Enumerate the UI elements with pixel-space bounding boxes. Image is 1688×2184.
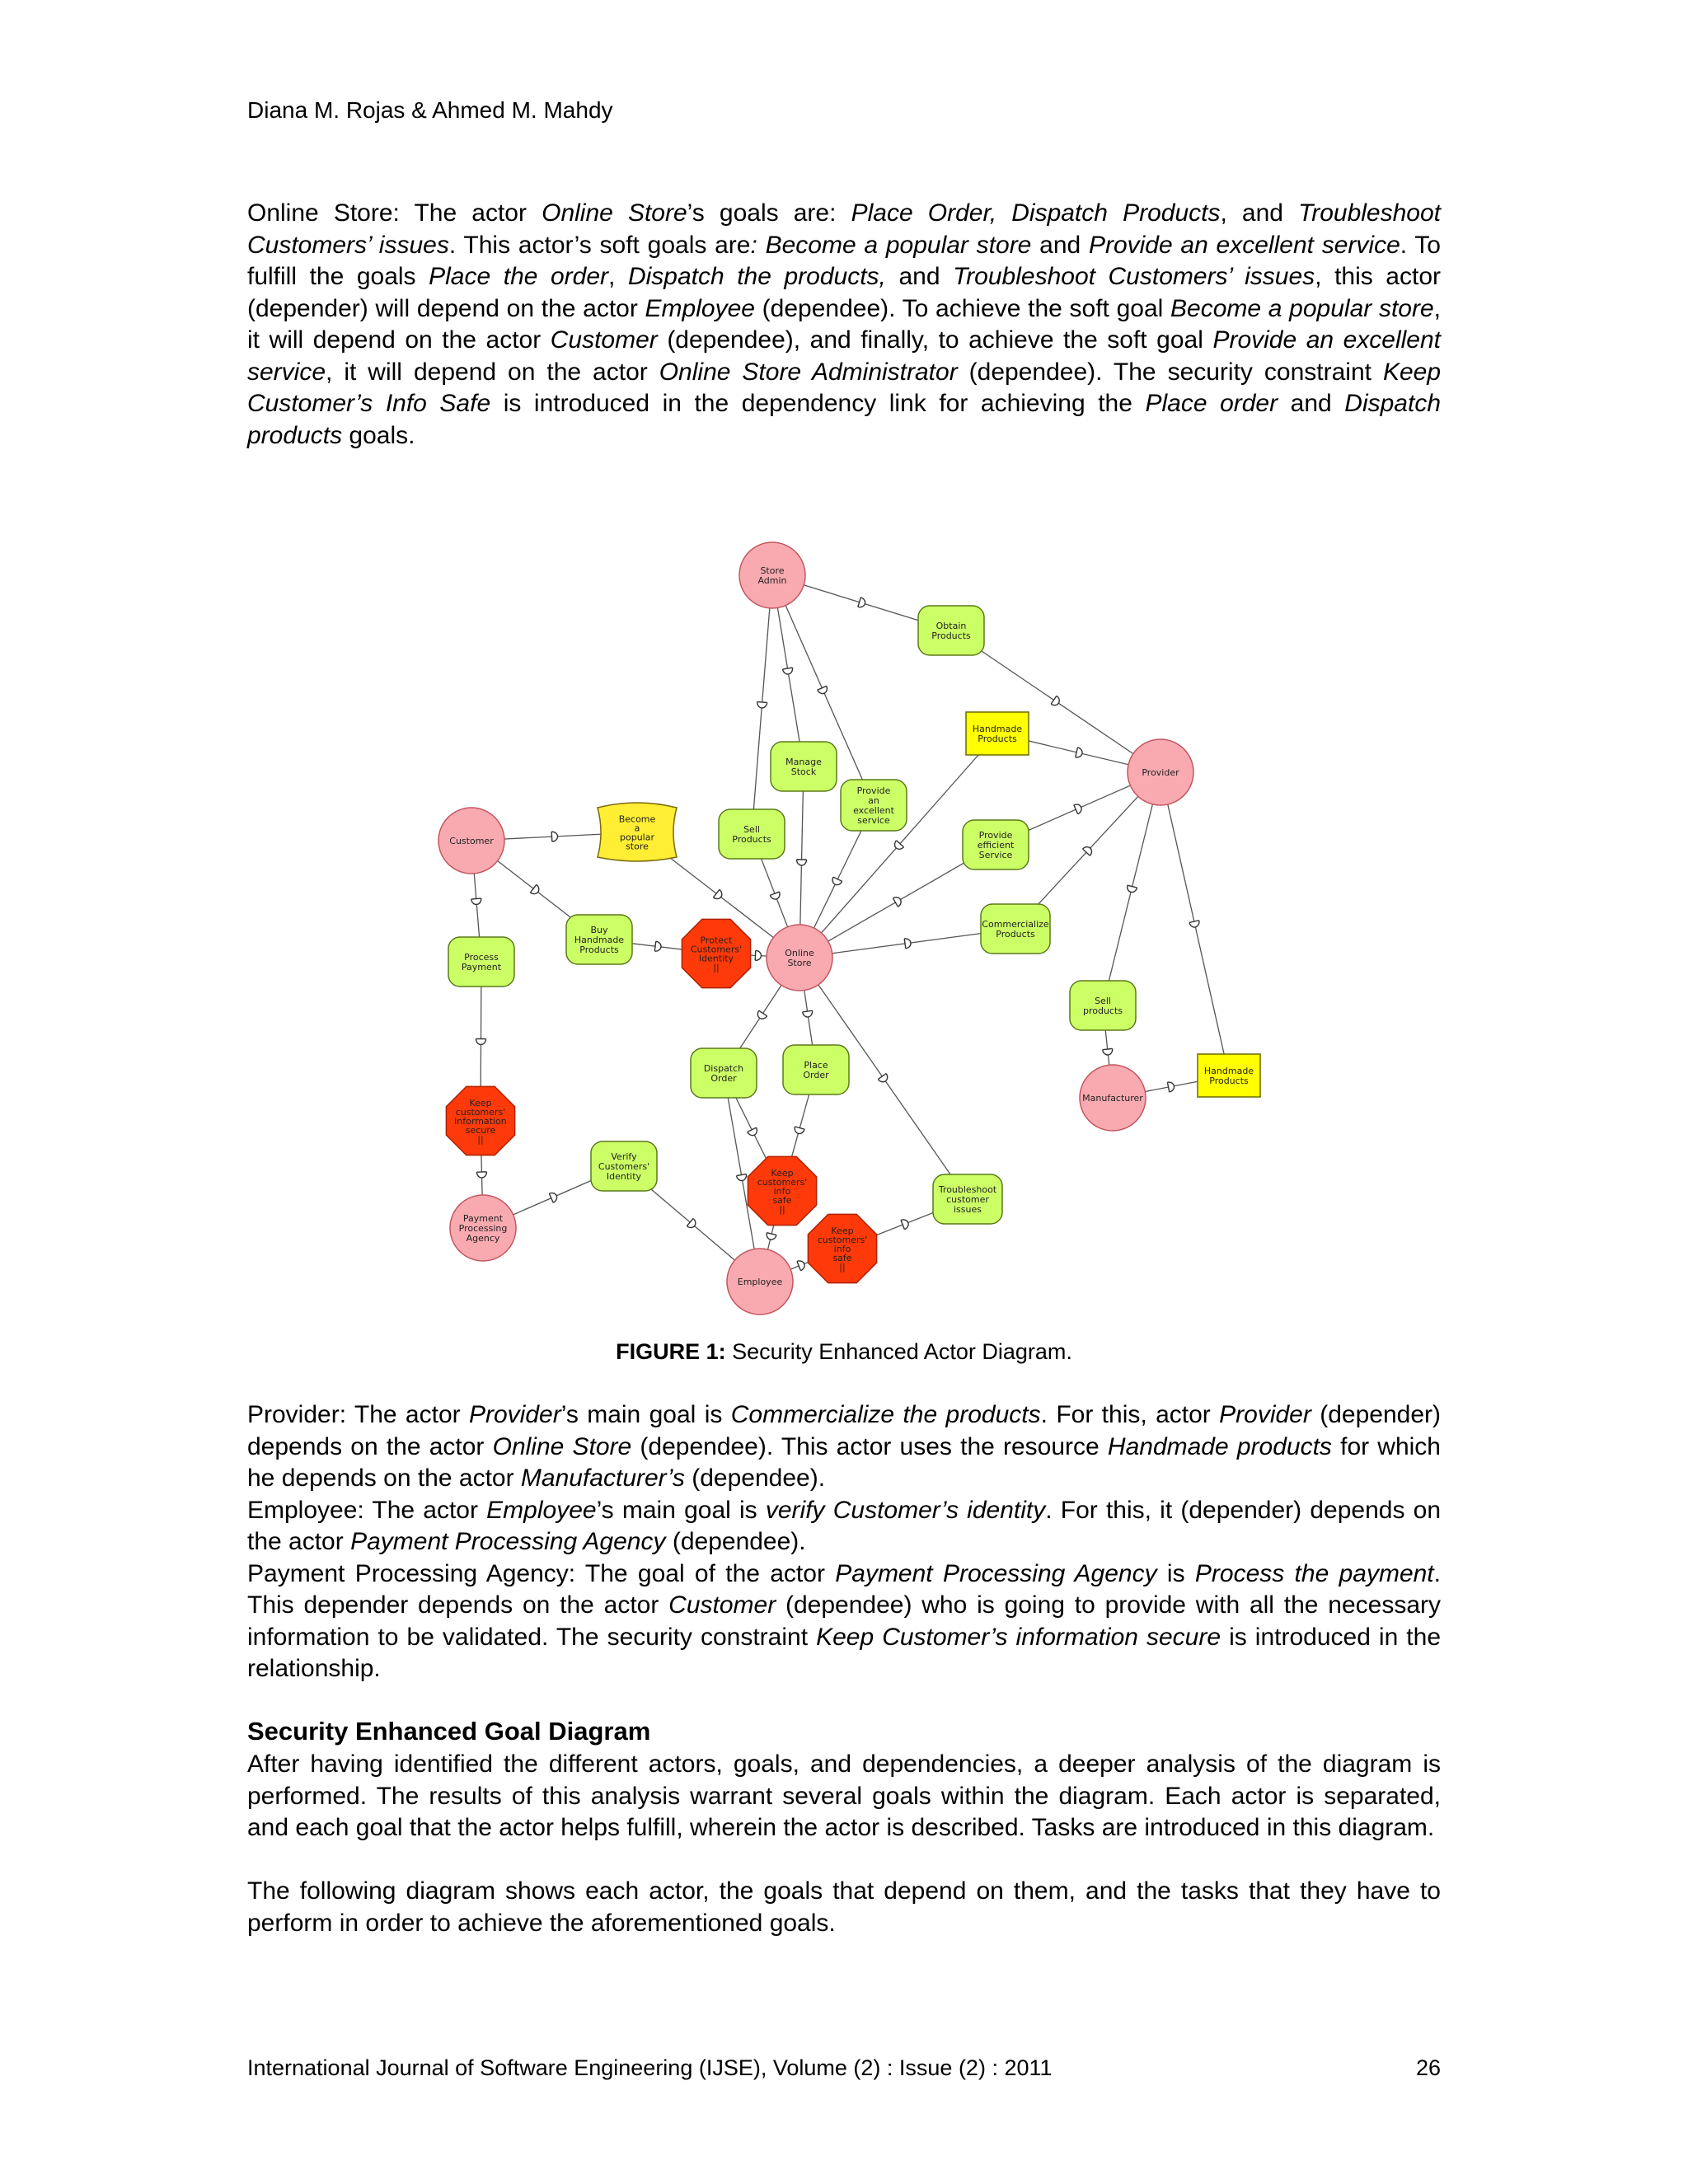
obtain-products-node [918,606,984,655]
paragraph-online-store: Online Store: The actor Online Store’s goals are: Place Order, Dispatch Products, and Troubleshoot Customers’ issues. This actor’s soft goals are: Become a popular store and Provide an excellent service. To fulfill the goals Place the order, Dispatch the products, and Troubleshoot Customers’ issues, this actor (depender) will depend on the actor Employee (dependee). To achieve the soft goal Become a popular store, it will depend on the actor Customer (dependee), and finally, to achieve the soft goal Provide an excellent service, it will depend on the actor Online Store Administrator (dependee). The security constraint Keep Customer’s Info Safe is introduced in the dependency link for achieving the Place order and Dispatch products goals. [247,199,1442,449]
verify-identity-node [591,1141,657,1191]
handmade-products-2-node [1198,1054,1260,1097]
sell-products-2-label: Sell products [1082,996,1123,1016]
buy-handmade-node [566,915,632,964]
protect-identity-node [682,919,750,987]
employee-node [727,1249,793,1315]
handmade-products-2-label: Handmade Products [1203,1066,1254,1086]
section-paragraph-1: After having identified the different actors, goals, and dependencies, a deeper analysis of the diagram is performed. The results of this analysis warrant several goals within the diagram. Each actor is separated, and each goal that the actor helps fulfill, wherein the actor is described. Tasks are introduced in this diagram. [247,1750,1441,1841]
online-store-label: Online Store [785,948,814,968]
dependency-marker [748,1127,759,1137]
dependency-marker [737,1174,748,1182]
customer-label: Customer [449,836,494,846]
dependency-marker [713,889,724,901]
dependency-marker [770,892,781,901]
keep-info-safe-2-label: Keep customers' info safe || [817,1226,868,1272]
dependency-marker [471,898,482,905]
keep-info-secure-node [446,1086,514,1155]
place-order-node [783,1045,849,1094]
provide-efficient-node [963,820,1029,869]
dependency-link [752,575,772,834]
dependency-marker [803,1010,814,1018]
store-admin-node [739,542,805,608]
customer-node [438,808,504,874]
dependency-marker [794,1127,804,1135]
become-popular-label: Become a popular store [618,813,656,852]
dependency-marker [1076,748,1084,758]
commercialize-node [981,904,1050,954]
dependency-marker [1126,885,1137,893]
become-popular-node [598,803,677,861]
provider-node [1128,739,1193,805]
dependency-marker [783,668,794,675]
section-heading: Security Enhanced Goal Diagram [247,1717,651,1746]
verify-identity-label: Verify Customers' Identity [598,1151,650,1182]
dependency-link [1103,772,1160,1005]
handmade-products-1-node [966,712,1029,755]
security-actor-diagram [422,527,1287,1327]
process-payment-label: Process Payment [461,952,502,972]
dependency-marker [530,884,541,896]
dependency-marker [766,1233,776,1241]
paragraph-provider: Provider: The actor Provider’s main goal is Commercialize the products. For this, actor Provider (depender) depends on the actor Online Store (dependee). This actor uses the resource Handmade products for which he depends on the actor Manufacturer’s (dependee). Employee: The actor Employee’s main goal is verify Customer’s identity. For this, it (depender) depends on the actor Payment Processing Agency (dependee). Payment Processing Agency: The goal of the actor Payment Processing Agency is Process the payment. This depender depends on the actor Customer (dependee) who is going to provide with all the necessary information to be validated. The security constraint Keep Customer’s information secure is introduced in the relationship. [247,1401,1442,1682]
page-footer [247,2055,1441,2081]
sell-products-node [719,809,785,859]
dependency-marker [549,1191,558,1202]
dependency-marker [551,832,558,841]
dependency-marker [654,941,661,952]
keep-info-safe-1-label: Keep customers' info safe || [757,1168,808,1215]
process-payment-node [448,937,514,987]
dependency-marker [1167,1081,1175,1092]
keep-info-secure-label: Keep customers' information secure || [454,1098,507,1145]
dependency-marker [1189,921,1200,928]
footer-journal: International Journal of Software Engineering (IJSE), Volume (2) : Issue (2) : 2011 [247,2055,1053,2080]
buy-handmade-label: Buy Handmade Products [574,925,625,955]
place-order-label: Place Order [803,1060,829,1080]
online-store-node [767,925,832,991]
figure-caption: FIGURE 1: Security Enhanced Actor Diagram. [616,1339,1072,1364]
sell-products-2-node [1070,981,1136,1030]
keep-info-safe-1-node [748,1156,816,1225]
manufacturer-label: Manufacturer [1082,1093,1143,1104]
dependency-marker [858,598,866,609]
commercialize-label: Commercialize Products [982,919,1049,940]
provide-efficient-label: Provide efficient Service [977,830,1015,860]
dispatch-order-label: Dispatch Order [703,1063,744,1084]
dependency-marker [1051,696,1062,707]
dependency-marker [755,950,762,960]
manage-stock-label: Manage Stock [785,757,822,777]
keep-info-safe-2-node [808,1214,876,1282]
manufacturer-node [1080,1065,1146,1131]
dependency-marker [757,702,767,709]
dependency-link [1160,772,1229,1076]
manage-stock-node [771,742,837,791]
provide-excellent-node [841,780,907,831]
dependency-marker [901,1218,910,1230]
dependency-marker [831,877,842,887]
sell-products-label: Sell Products [732,824,771,845]
troubleshoot-node [933,1174,1002,1224]
dependency-marker [476,1038,485,1044]
troubleshoot-label: Troubleshoot customer issues [938,1184,997,1215]
dependency-marker [878,1074,889,1085]
protect-identity-label: Protect Customers' Identity || [690,935,743,973]
obtain-products-label: Obtain Products [931,621,971,641]
provide-excellent-label: Provide an excellent service [853,785,894,826]
dependency-marker [893,895,903,907]
dependency-marker [1074,803,1083,814]
handmade-products-1-label: Handmade Products [972,724,1023,744]
dependency-marker [687,1218,697,1230]
running-header: Diana M. Rojas & Ahmed M. Mahdy [247,97,613,123]
provider-label: Provider [1142,767,1179,778]
dispatch-order-node [691,1048,757,1098]
dependency-marker [476,1172,486,1178]
section-paragraph-2: The following diagram shows each actor, the goals that depend on them, and the tasks that they have to perform in order to achieve the aforementioned goals. [247,1877,1441,1937]
payment-agency-node [450,1195,516,1261]
dependency-marker [756,1010,767,1020]
store-admin-label: Store Admin [757,565,787,586]
dependency-marker [904,938,912,949]
payment-agency-label: Payment Processing Agency [458,1213,508,1244]
dependency-marker [797,1259,806,1271]
employee-label: Employee [737,1277,783,1287]
dependency-marker [818,686,829,695]
page-number: 26 [1415,2055,1441,2080]
dependency-marker [796,860,806,865]
dependency-marker [1103,1048,1114,1055]
